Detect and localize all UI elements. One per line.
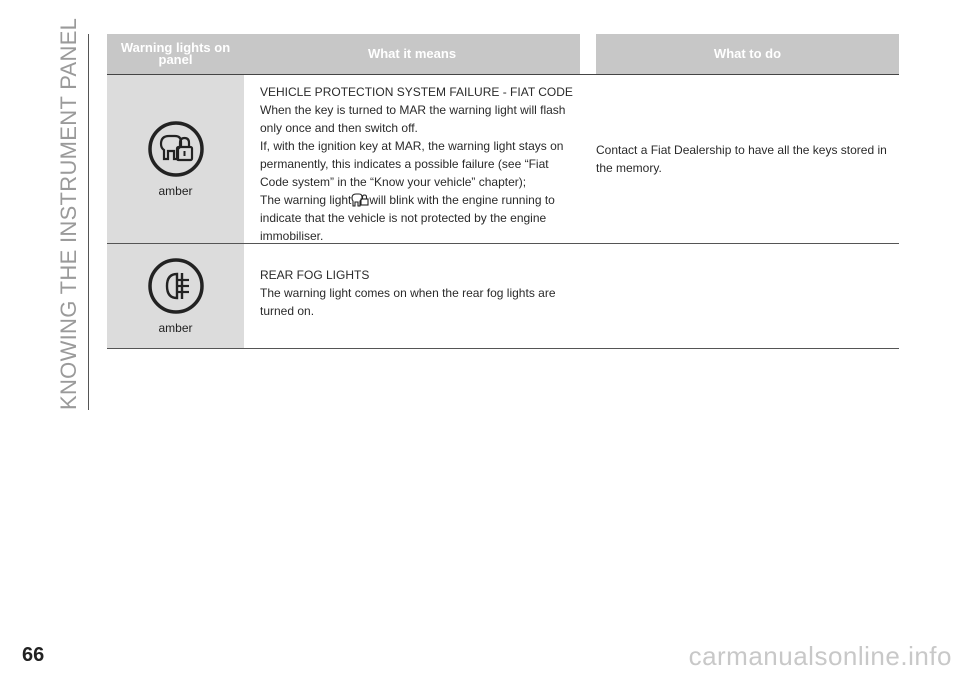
chapter-divider xyxy=(88,34,89,410)
what-to-do-cell xyxy=(596,244,899,348)
header-what-to-do: What to do xyxy=(596,34,899,74)
warning-title: REAR FOG LIGHTS xyxy=(260,268,370,282)
header-warning-lights: Warning lights on panel xyxy=(107,34,244,74)
what-to-do-cell xyxy=(596,75,899,243)
description-text: The warning light xyxy=(260,193,352,207)
description-line: The warning light comes on when the rear fog lights are turned on. xyxy=(260,286,556,318)
what-it-means-cell xyxy=(244,75,580,243)
immobiliser-inline-icon xyxy=(351,193,369,207)
header-what-it-means: What it means xyxy=(244,34,580,74)
light-color-label: amber xyxy=(158,321,193,335)
action-text: Contact a Fiat Dealership to have all the keys stored in the memory. xyxy=(596,143,887,175)
warning-light-cell xyxy=(107,244,244,348)
description-line: If, with the ignition key at MAR, the warning light stays on permanently, this indicates a possible failure (see “Fiat Code system” in the “Know your vehicle” chapter); xyxy=(260,139,564,189)
rear-fog-light-icon xyxy=(147,257,205,315)
warning-lights-table xyxy=(107,34,899,349)
immobiliser-key-lock-icon xyxy=(147,120,205,178)
warning-light-cell xyxy=(107,75,244,243)
warning-title: VEHICLE PROTECTION SYSTEM FAILURE - FIAT CODE xyxy=(260,85,573,99)
page-number: 66 xyxy=(22,644,45,666)
description-line: When the key is turned to MAR the warning light will flash only once and then switch off. xyxy=(260,103,566,135)
table-row xyxy=(107,244,899,349)
table-header xyxy=(107,34,899,75)
chapter-title-text: KNOWING THE INSTRUMENT PANEL xyxy=(56,17,81,410)
what-it-means-cell xyxy=(244,244,580,348)
chapter-title xyxy=(56,17,88,410)
watermark: carmanualsonline.info xyxy=(688,641,952,671)
description-text: will blink with the engine running to indicate that the vehicle is not protected by the engine immobiliser. xyxy=(260,193,555,243)
table-row xyxy=(107,75,899,244)
light-color-label: amber xyxy=(158,184,193,198)
description-line xyxy=(260,191,574,245)
